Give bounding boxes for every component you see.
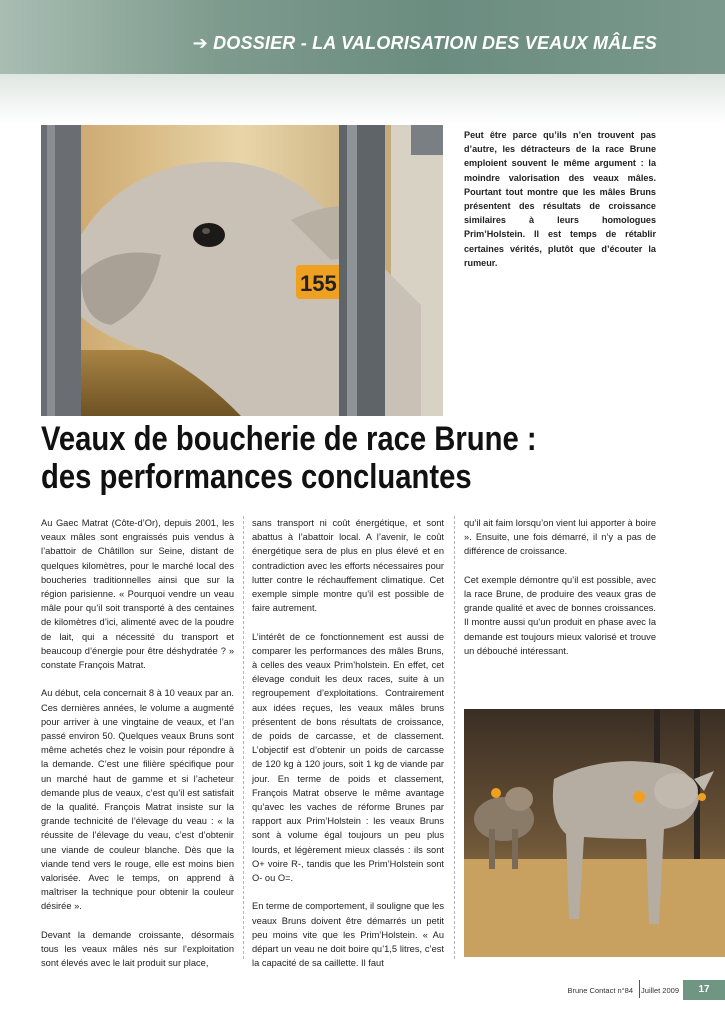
footer-divider [639, 980, 640, 998]
paragraph: Cet exemple démontre qu’il est possible, avec la race Brune, de produire des veaux gras de grande qualité et avec de bonnes croissances. Il montre aussi qu’un produit en phase avec la demande est toujours mieux valorisé et trouve un débouché intéressant. [464, 574, 656, 656]
headline-line-1: Veaux de boucherie de race Brune : [41, 420, 537, 458]
ear-tag-number: 155 [300, 271, 337, 296]
column-separator [243, 516, 244, 959]
paragraph: sans transport ni coût énergétique, et sont abattus à l’abattoir local. A l’avenir, le coût énergétique sera de plus en plus élevé et en contradiction avec les efforts nécessaires pour lutter contre le réchauffement climatique. Cet exemple simple montre qu’il est possible de faire autrement. [252, 518, 444, 614]
column-1 [41, 516, 234, 985]
calf-photo-1 [41, 125, 443, 416]
intro-text: Peut être parce qu’ils n’en trouvent pas d’autre, les détracteurs de la race Brune emploient souvent le même argument : la moindre valorisation des veaux mâles. Pourtant tout montre que les mâles Bruns présentent des résultats de croissance similaires à leurs homologues Prim’Holstein. Il est temps de rétablir certaines vérités, plutôt que d’écouter la rumeur. [464, 130, 656, 268]
paragraph: Au Gaec Matrat (Côte-d’Or), depuis 2001, les veaux mâles sont engraissés puis vendus à l’abattoir de Châtillon sur Seine, distant de quelques kilomètres, pour le marché local des boucheries traditionnelles ainsi que sur la région parisienne. « Pourquoi vendre un veau mâle pour qu’il soit transporté à des centaines de kilomètres d’ici, alimenté avec de la poudre de lait, qui a nécessité du transport et beaucoup d’énergie pour être déshydratée ? » constate François Matrat. [41, 518, 234, 671]
paragraph: Devant la demande croissante, désormais tous les veaux mâles nés sur l’exploitation sont élevés avec le lait produit sur place, [41, 929, 234, 969]
column-2 [252, 516, 444, 985]
column-separator [454, 516, 455, 959]
footer-date: Juillet 2009 [641, 986, 679, 995]
paragraph: L’intérêt de ce fonctionnement est aussi de comparer les performances des mâles Bruns, à celles des veaux Prim’holstein. En effet, cet élevage conduit les deux races, suite à un regroupement d’exploitations. Contrairement aux idées reçues, les veaux mâles bruns présentent de bons résultats de croissance, de poids de carcasse, et de classement. L’objectif est d’obtenir un poids de carcasse de 120 kg à 120 jours, soit 1 kg de viande par jour. En terme de poids et classement, François Matrat observe le même avantage qu’avec les vaches de réforme Brunes par rapport aux Prim’Holstein : les veaux Bruns sont à volume égal toujours un peu plus lourds, et légèrement mieux classés : ils sont O+ voire R-, tandis que les Prim’Holstein sont O- ou O=. [252, 631, 444, 884]
header-fade [0, 74, 725, 124]
section-title-text: DOSSIER - LA VALORISATION DES VEAUX MÂLES [213, 33, 657, 53]
paragraph: Au début, cela concernait 8 à 10 veaux par an. Ces dernières années, le volume a augmenté pour arriver à une vingtaine de veaux, et l’an passé environ 50. Quelques veaux Bruns sont même achetés chez le voisin pour répondre à la demande. C’est une filière spécifique pour un marché haut de gamme et si l’acheteur demande plus de veaux, c’est qu’il est satisfait de la qualité. François Matrat insiste sur la grande technicité de l’élevage du veau : « la réussite de l’élevage du veau, c’est d’obtenir une viande de couleur blanche. Dès que la viande tend vers le rouge, elle est moins bien valorisée. Avec le temps, on apprend à maîtriser la technique pour obtenir la couleur désirée ». [41, 688, 234, 912]
page-number: 17 [683, 980, 725, 1000]
footer-publication-name: Brune Contact n°84 [567, 986, 633, 995]
paragraph: qu’il ait faim lorsqu’on vient lui apporter à boire ». Ensuite, une fois démarré, il n’y a pas de différence de croissance. [464, 518, 656, 557]
arrow-icon: ➔ [192, 33, 208, 53]
article-headline [41, 420, 609, 496]
calves-photo-2 [464, 709, 725, 957]
footer-publication [567, 986, 633, 995]
paragraph: En terme de comportement, il souligne que les veaux Bruns doivent être démarrés un petit peu moins vite que les Prim’Holstein. « Au départ un veau ne doit boire qu’1,5 litres, c’est la capacité de sa caillette. Il faut [252, 901, 444, 969]
section-title [193, 33, 657, 54]
headline-line-2: des performances concluantes [41, 458, 472, 496]
column-3 [464, 516, 656, 672]
